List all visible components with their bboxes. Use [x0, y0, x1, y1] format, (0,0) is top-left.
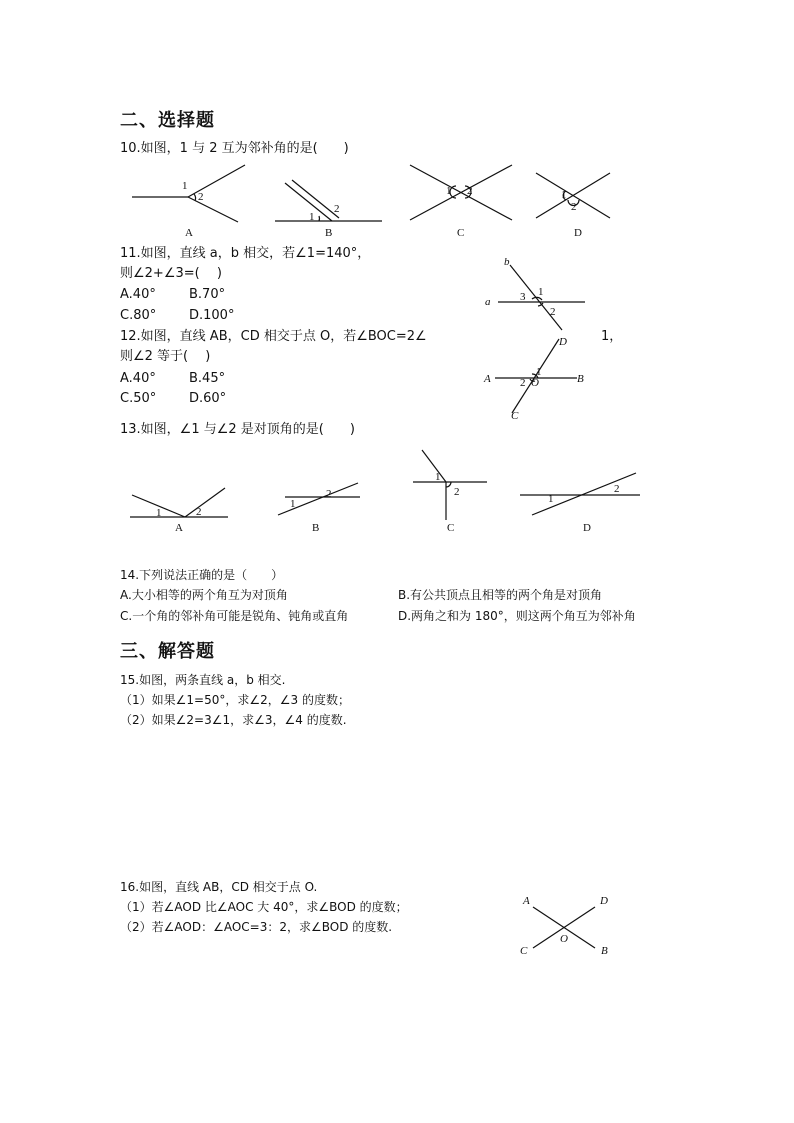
- q11-angle-1: 1: [538, 286, 544, 298]
- section-heading-answer: 三、解答题: [120, 641, 215, 662]
- question-12-option-d: D.60°: [189, 391, 227, 406]
- q11-line-b: b: [504, 256, 510, 268]
- q10-option-c: C: [457, 227, 465, 239]
- q10-option-d: D: [574, 227, 582, 239]
- q13c-angle-2: 2: [454, 486, 460, 498]
- section-heading-choice: 二、选择题: [120, 110, 215, 131]
- q12-point-d: D: [559, 336, 567, 348]
- q13c-angle-1: 1: [435, 471, 441, 483]
- q10-option-b: B: [325, 227, 333, 239]
- q11-line-a: a: [485, 296, 491, 308]
- q16-point-b: B: [601, 945, 608, 957]
- q10c-angle-2: 2: [467, 185, 473, 197]
- question-14-option-b: B.有公共顶点且相等的两个角是对顶角: [398, 588, 603, 602]
- question-14-stem: 14.下列说法正确的是（ ）: [120, 568, 284, 582]
- q10b-angle-1: 1: [309, 211, 315, 223]
- question-13-figures: [120, 445, 650, 540]
- q10a-angle-1: 1: [182, 180, 188, 192]
- question-11-stem-line1: 11.如图，直线 a，b 相交，若∠1=140°，: [120, 246, 371, 261]
- q16-point-o: O: [560, 933, 568, 945]
- q13d-angle-1: 1: [548, 493, 554, 505]
- q13d-angle-2: 2: [614, 483, 620, 495]
- question-15-part-2: （2）如果∠2=3∠1，求∠3，∠4 的度数.: [120, 713, 347, 727]
- question-12-option-a: A.40°: [120, 371, 156, 386]
- question-12-option-c: C.50°: [120, 391, 157, 406]
- q10b-angle-2: 2: [334, 203, 340, 215]
- question-11-option-a: A.40°: [120, 287, 156, 302]
- q12-point-a: A: [484, 373, 491, 385]
- question-12-option-b: B.45°: [189, 371, 226, 386]
- q13b-angle-2: 2: [326, 488, 332, 500]
- question-15-part-1: （1）如果∠1=50°，求∠2，∠3 的度数；: [120, 693, 350, 707]
- question-14-option-a: A.大小相等的两个角互为对顶角: [120, 588, 288, 602]
- question-11-option-d: D.100°: [189, 308, 235, 323]
- q13a-angle-2: 2: [196, 506, 202, 518]
- q12-angle-1: 1: [536, 366, 542, 378]
- question-15-stem: 15.如图，两条直线 a，b 相交.: [120, 673, 286, 687]
- question-12-stem-line2: 则∠2 等于( ): [120, 349, 211, 364]
- q12-point-b: B: [577, 373, 584, 385]
- q16-point-c: C: [520, 945, 528, 957]
- question-12-figure: [480, 333, 595, 423]
- question-14-option-d: D.两角之和为 180°，则这两个角互为邻补角: [398, 609, 636, 623]
- q11-angle-3: 3: [520, 291, 526, 303]
- q10c-angle-1: 1: [446, 185, 452, 197]
- q10d-angle-2: 2: [571, 201, 577, 213]
- q13-option-c: C: [447, 522, 455, 534]
- q12-angle-2: 2: [520, 377, 526, 389]
- question-10-stem: 10.如图，1 与 2 互为邻补角的是( ): [120, 141, 349, 156]
- q16-point-a: A: [523, 895, 530, 907]
- question-14-option-c: C.一个角的邻补角可能是锐角、钝角或直角: [120, 609, 349, 623]
- question-11-option-b: B.70°: [189, 287, 226, 302]
- q13-option-b: B: [312, 522, 320, 534]
- question-13-stem: 13.如图，∠1 与∠2 是对顶角的是( ): [120, 422, 355, 437]
- question-11-stem-line2: 则∠2+∠3=( ): [120, 266, 222, 281]
- q11-angle-2: 2: [550, 306, 556, 318]
- question-10-figures: [120, 160, 630, 242]
- q10d-angle-1: 1: [561, 189, 567, 201]
- question-16-stem: 16.如图，直线 AB，CD 相交于点 O.: [120, 880, 318, 894]
- q12-point-o: O: [531, 377, 539, 389]
- question-11-option-c: C.80°: [120, 308, 157, 323]
- q10a-angle-2: 2: [198, 191, 204, 203]
- q13a-angle-1: 1: [156, 507, 162, 519]
- question-11-figure: [480, 255, 590, 335]
- question-16-part-1: （1）若∠AOD 比∠AOC 大 40°，求∠BOD 的度数；: [120, 900, 408, 914]
- q13b-angle-1: 1: [290, 498, 296, 510]
- question-12-stem-tail: 1，: [601, 329, 623, 344]
- q13-option-d: D: [583, 522, 591, 534]
- q10-option-a: A: [185, 227, 193, 239]
- question-16-figure: [515, 890, 625, 970]
- q16-point-d: D: [600, 895, 608, 907]
- q12-point-c: C: [511, 410, 519, 422]
- question-12-stem-line1: 12.如图，直线 AB，CD 相交于点 O，若∠BOC=2∠: [120, 329, 427, 344]
- question-16-part-2: （2）若∠AOD：∠AOC=3：2，求∠BOD 的度数.: [120, 920, 393, 934]
- q13-option-a: A: [175, 522, 183, 534]
